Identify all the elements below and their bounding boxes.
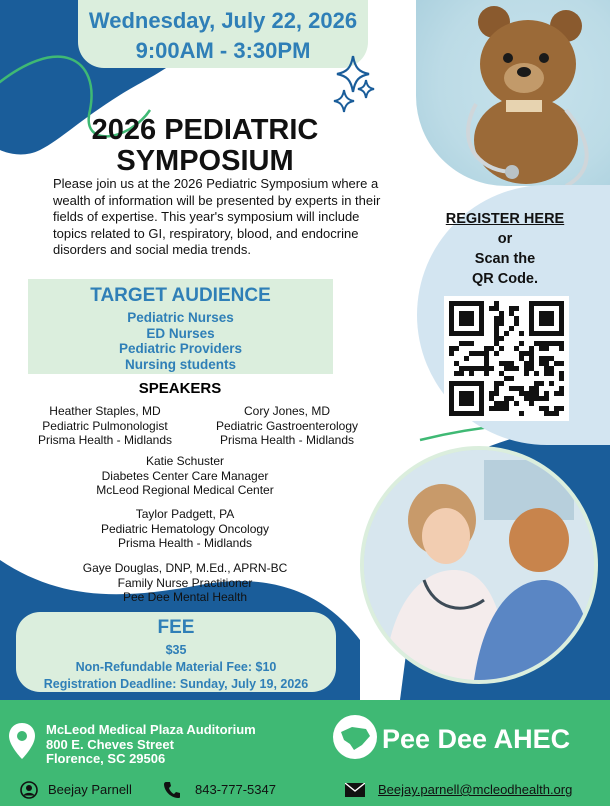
fee-material: Non-Refundable Material Fee: $10 — [75, 660, 277, 674]
target-audience-heading: TARGET AUDIENCE — [90, 285, 271, 306]
audience-item: ED Nurses — [146, 325, 215, 341]
page-title — [30, 115, 380, 177]
intro-paragraph: Please join us at the 2026 Pediatric Symposium where a wealth of information will be presented by experts in their fields of expertise. This year's symposium will include topics related to GI, respiratory, blood, and endocrine disorders and social media trends. — [53, 176, 381, 257]
speaker-role: Pediatric Gastroenterology — [215, 418, 359, 433]
register-or: or — [497, 231, 513, 247]
contact-name: Beejay Parnell — [48, 782, 132, 797]
pee-dee-ahec-brand: Pee Dee AHEC — [382, 724, 571, 754]
speaker-role: Diabetes Center Care Manager — [101, 468, 269, 483]
speaker-name: Cory Jones, MD — [243, 404, 331, 418]
register-text — [425, 209, 585, 289]
title-line-1: 2026 PEDIATRIC — [91, 114, 319, 146]
venue-city: Florence, SC 29506 — [46, 751, 166, 766]
sparkle-icon — [322, 52, 384, 114]
contact-email[interactable]: Beejay.parnell@mcleodhealth.org — [378, 782, 573, 797]
speaker-org: Prisma Health - Midlands — [219, 433, 355, 447]
speaker-name: Katie Schuster — [145, 454, 225, 468]
speaker-card — [60, 507, 310, 551]
doctor-child-photo — [360, 446, 598, 684]
speaker-org: Prisma Health - Midlands — [117, 536, 253, 550]
speaker-org: McLeod Regional Medical Center — [96, 483, 274, 497]
teddy-bear-photo — [416, 0, 610, 186]
venue-name: McLeod Medical Plaza Auditorium — [46, 722, 256, 737]
speaker-card — [192, 404, 382, 448]
phone-icon — [163, 781, 181, 799]
speaker-card — [60, 454, 310, 498]
speaker-org: Pee Dee Mental Health — [122, 590, 248, 604]
speakers-heading: SPEAKERS — [138, 380, 222, 397]
speaker-card — [50, 561, 320, 605]
target-audience-list — [28, 310, 333, 372]
fee-box — [16, 612, 336, 692]
target-audience-box — [28, 279, 333, 374]
speaker-name: Taylor Padgett, PA — [135, 507, 235, 521]
contact-phone[interactable]: 843-777-5347 — [195, 782, 276, 797]
fee-details — [16, 642, 336, 693]
speaker-role: Pediatric Pulmonologist — [42, 418, 168, 433]
venue-street: 800 E. Cheves Street — [46, 736, 174, 752]
fee-deadline: Registration Deadline: Sunday, July 19, 2026 — [43, 677, 309, 691]
register-scan: Scan the — [474, 251, 536, 267]
user-circle-icon — [20, 781, 38, 799]
speaker-org: Prisma Health - Midlands — [37, 433, 173, 447]
qr-code[interactable] — [444, 296, 569, 421]
title-line-2: SYMPOSIUM — [116, 145, 294, 177]
fee-amount: $35 — [165, 643, 187, 657]
envelope-icon — [345, 783, 365, 797]
register-qr-label: QR Code. — [471, 271, 539, 287]
event-date: Wednesday, July 22, 2026 — [88, 8, 358, 33]
south-carolina-logo-icon — [332, 714, 378, 760]
location-pin-icon — [8, 722, 36, 760]
audience-item: Pediatric Nurses — [127, 310, 234, 325]
event-time: 9:00AM - 3:30PM — [135, 38, 311, 63]
speaker-role: Pediatric Hematology Oncology — [100, 521, 270, 536]
speaker-name: Heather Staples, MD — [49, 404, 161, 418]
speaker-name: Gaye Douglas, DNP, M.Ed., APRN-BC — [82, 561, 288, 575]
audience-item: Pediatric Providers — [118, 341, 243, 356]
audience-item: Nursing students — [124, 356, 236, 372]
register-link[interactable]: REGISTER HERE — [445, 211, 565, 227]
venue-address — [46, 723, 256, 767]
speaker-card — [10, 404, 200, 448]
speaker-role: Family Nurse Practitioner — [117, 575, 253, 590]
fee-heading: FEE — [157, 617, 195, 638]
